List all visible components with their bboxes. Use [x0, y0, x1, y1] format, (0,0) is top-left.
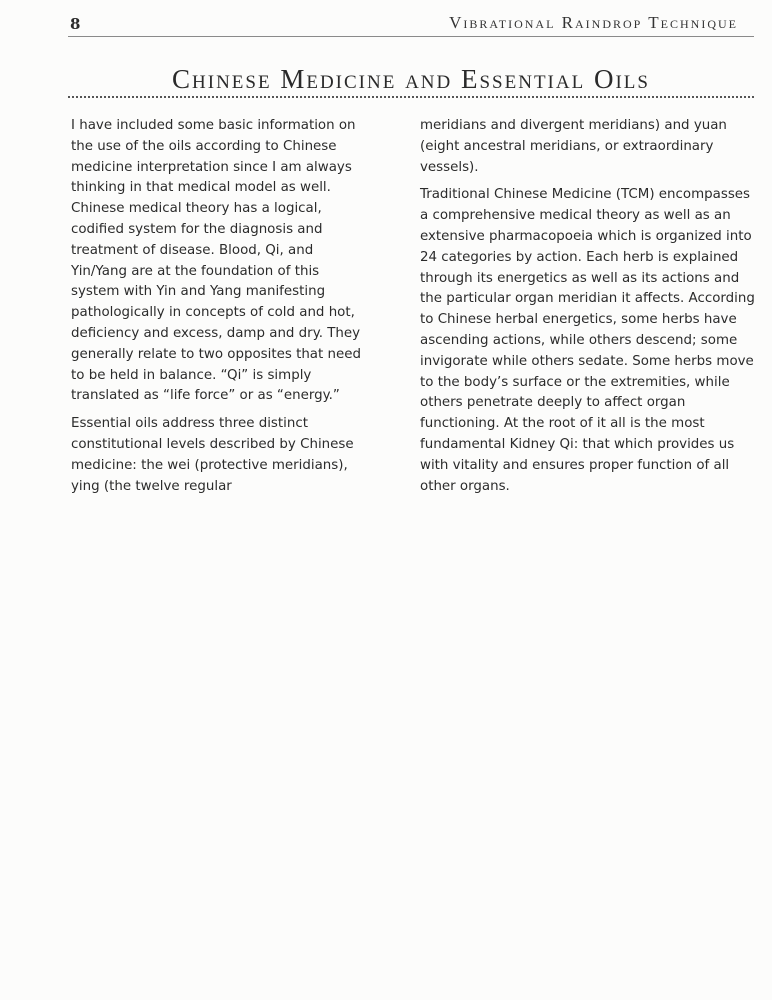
- header-rule: [68, 36, 754, 37]
- page-number: 8: [70, 15, 81, 33]
- paragraph: Essential oils address three distinct constitutional levels described by Chinese medicine: the wei (protective meridians), ying (the twelve regular: [71, 416, 354, 494]
- chapter-title: Chinese Medicine and Essential Oils: [172, 64, 650, 94]
- paragraph: I have included some basic information on the use of the oils according to Chinese medicine interpretation since I am always thinking in that medical model as well. Chinese medical theory has a logical, codified system for the diagnosis and treatment of disease. Blood, Qi, and Yin/Yang are at the foundation of this system with Yin and Yang manifesting pathologically in concepts of cold and hot, deficiency and excess, damp and dry. They generally relate to two opposites that need to be held in balance. “Qi” is simply translated as “life force” or as “energy.”: [71, 118, 361, 404]
- running-header-title: Vibrational Raindrop Technique: [449, 13, 738, 32]
- left-column: [71, 116, 371, 504]
- paragraph: Traditional Chinese Medicine (TCM) encompasses a comprehensive medical theory as well as an extensive pharmacopoeia which is organized into 24 categories by action. Each herb is explained through its energetics as well as its actions and the particular organ meridian it affects. According to Chinese herbal energetics, some herbs have ascending actions, while others descend; some invigorate while others sedate. Some herbs move to the body’s surface or the extremities, while others penetrate deeply to affect organ functioning. At the root of it all is the most fundamental Kidney Qi: that which provides us with vitality and ensures proper function of all other organs.: [420, 187, 755, 494]
- title-dotted-rule: [68, 96, 754, 98]
- paragraph: meridians and divergent meridians) and yuan (eight ancestral meridians, or extraordinary vessels).: [420, 118, 727, 175]
- right-column: [420, 116, 756, 504]
